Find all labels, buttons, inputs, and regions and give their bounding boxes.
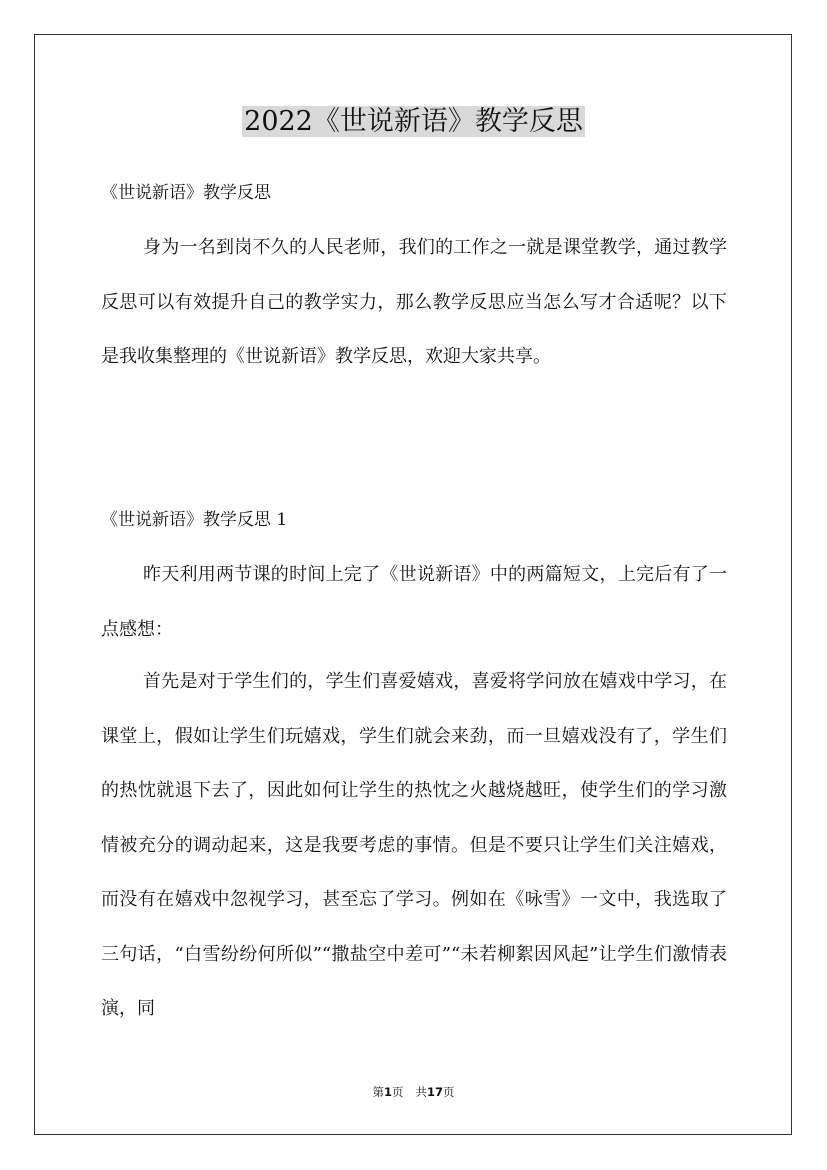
- footer-total-suffix: 页: [443, 1085, 455, 1099]
- footer-page-number: 1: [383, 1085, 392, 1099]
- footer-total-pages: 17: [427, 1085, 444, 1099]
- footer-page-suffix: 页: [392, 1085, 404, 1099]
- page-footer: [0, 1084, 827, 1100]
- footer-page-prefix: 第: [372, 1085, 384, 1099]
- intro-heading: 《世说新语》教学反思: [101, 183, 271, 203]
- footer-total-prefix: 共: [415, 1085, 427, 1099]
- document-title-text: 2022《世说新语》教学反思: [244, 106, 583, 137]
- section-heading: 《世说新语》教学反思 1: [101, 510, 288, 530]
- section-paragraph-1: 昨天利用两节课的时间上完了《世说新语》中的两篇短文，上完后有了一点感想：: [101, 564, 727, 640]
- section-paragraph-2: 首先是对于学生们的，学生们喜爱嬉戏，喜爱将学问放在嬉戏中学习，在课堂上，假如让学生们玩嬉戏，学生们就会来劲，而一旦嬉戏没有了，学生们的热忱就退下去了，因此如何让学生的热忱之火越烧越旺，使学生们的学习激情被充分的调动起来，这是我要考虑的事情。但是不要只让学生们关注嬉戏，而没有在嬉戏中忽视学习，甚至忘了学习。例如在《咏雪》一文中，我选取了三句话，“白雪纷纷何所似”“撒盐空中差可”“未若柳絮因风起”让学生们激情表演，同: [101, 671, 727, 1019]
- intro-paragraph: 身为一名到岗不久的人民老师，我们的工作之一就是课堂教学，通过教学反思可以有效提升自己的教学实力，那么教学反思应当怎么写才合适呢？以下是我收集整理的《世说新语》教学反思，欢迎大家共享。: [101, 237, 727, 367]
- document-title: [0, 100, 827, 144]
